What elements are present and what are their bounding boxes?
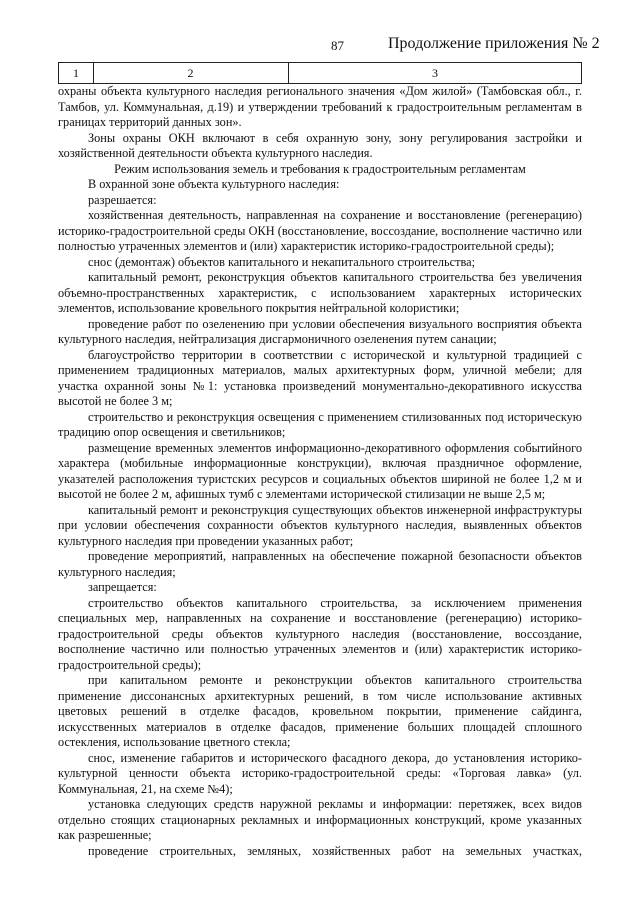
appendix-title: Продолжение приложения № 2 [388, 35, 600, 52]
list-item: хозяйственная деятельность, направленная на сохранение и восстановление (регенерацию) историко-градостроительной среды ОКН (восстановление, воссоздание, восполнение частично или полностью утраченных элементов и (или) характеристик историко-градостроительной среды); [58, 208, 582, 253]
document-body [58, 84, 582, 859]
list-item: строительство объектов капитального строительства, за исключением применения специальных мер, направленных на сохранение и восстановление (регенерацию) историко-градостроительной среды объектов культурного наследия (восстановление, воссоздание, восполнение частично или полностью утраченных элементов и (или) характеристик историко-градостроительной среды); [58, 595, 582, 672]
paragraph: разрешается: [88, 192, 157, 207]
list-item: установка следующих средств наружной рекламы и информации: перетяжек, всех видов отдельно стоящих стационарных рекламных и информационных конструкций, кроме указанных как разрешенные; [58, 797, 582, 842]
page-number: 87 [331, 38, 344, 53]
list-item: благоустройство территории в соответствии с исторической и культурной традицией с применением традиционных материалов, малых архитектурных форм, уличной мебели; для участка охранной зоны №1: установка произведений монументально-декоративного искусства высотой не более 3 м; [58, 347, 582, 408]
column-2-header: 2 [93, 63, 289, 83]
table-header-row [58, 62, 582, 84]
paragraph: В охранной зоне объекта культурного наследия: [88, 177, 340, 191]
list-item: снос (демонтаж) объектов капитального и некапитального строительства; [88, 254, 475, 269]
column-3-header: 3 [289, 63, 582, 83]
page-header [0, 35, 640, 60]
list-item: проведение строительных, земляных, хозяйственных работ на земельных участках, [88, 843, 582, 858]
list-item: при капитальном ремонте и реконструкции объектов капитального строительства применение диссонансных архитектурных решений, в том числе использование активных цветовых решений в отделке фасадов, кровельном покрытии, применение сайдинга, искусственных материалов в отделке фасадов, применение больших площадей сплошного остекления, использование цветного стекла; [58, 673, 582, 749]
list-item: капитальный ремонт и реконструкция существующих объектов инженерной инфраструктуры при условии обеспечения сохранности объектов культурного наследия, выявленных объектов культурного наследия при проведении указанных работ; [58, 502, 582, 548]
list-item: снос, изменение габаритов и исторического фасадного декора, до установления историко-культурной ценности объекта историко-градостроительной среды: «Торговая лавка» (ул. Коммунальная, 21, на схеме №4); [58, 750, 582, 796]
column-1-header: 1 [58, 63, 94, 83]
list-item: капитальный ремонт, реконструкция объектов капитального строительства без увеличения объемно-пространственных характеристик, с использованием характерных исторических элементов, использование кровельного покрытия нейтральной колористики; [58, 270, 582, 315]
list-item: проведение работ по озеленению при условии обеспечения визуального восприятия объекта культурного наследия, нейтрализация дисгармоничного озеленения путем санации; [58, 316, 582, 346]
paragraph: запрещается: [88, 580, 157, 594]
list-item: проведение мероприятий, направленных на обеспечение пожарной безопасности объектов культурного наследия; [58, 549, 582, 579]
section-heading: Режим использования земель и требования к градостроительным регламентам [114, 161, 526, 176]
paragraph: Зоны охраны ОКН включают в себя охранную зону, зону регулирования застройки и хозяйственной деятельности объекта культурного наследия. [58, 130, 582, 160]
list-item: строительство и реконструкция освещения с применением стилизованных под историческую традицию опор освещения и светильников; [58, 409, 582, 439]
paragraph: охраны объекта культурного наследия регионального значения «Дом жилой» (Тамбовская обл., г. Тамбов, ул. Коммунальная, д.19) и утверждении требований к градостроительным регламентам в границах территорий данных зон». [58, 84, 582, 129]
list-item: размещение временных элементов информационно-декоративного оформления событийного характера (мобильные информационные конструкции), включая праздничное оформление, указателей расположения туристских ресурсов и социальных объектов шириной не более 1,2 м и высотой не более 2 м, афишных тумб с элементами исторической стилизации не выше 2,5 м; [58, 440, 582, 501]
